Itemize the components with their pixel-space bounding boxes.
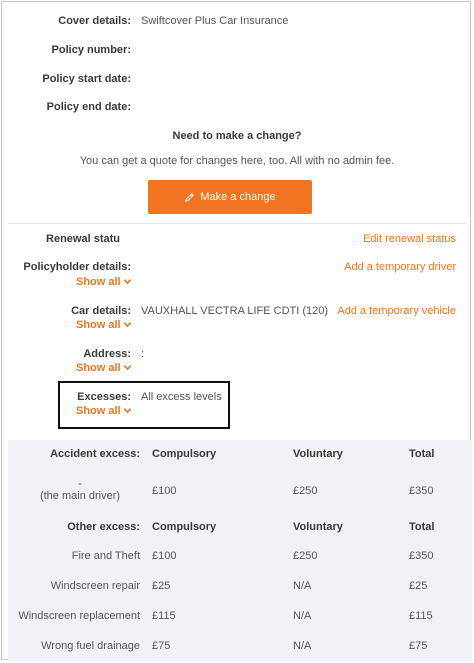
policy-end-date-label: Policy end date: (46, 101, 131, 113)
show-all-label: Show all (76, 276, 121, 288)
table-row-label: Windscreen replacement (18, 610, 140, 622)
accident-compulsory-header: Compulsory (152, 448, 217, 460)
car-details-label: Car details: (71, 305, 131, 317)
table-row-voluntary: N/A (293, 640, 312, 652)
show-all-label: Show all (76, 405, 121, 417)
accident-row-label (20, 478, 140, 502)
cover-details-label: Cover details: (58, 15, 131, 27)
other-compulsory-header: Compulsory (152, 521, 217, 533)
table-row-voluntary: £250 (293, 550, 318, 562)
edit-renewal-status-link[interactable]: Edit renewal status (363, 233, 456, 245)
excesses-value: All excess levels (141, 391, 222, 403)
car-show-all-link[interactable] (76, 319, 132, 331)
accident-voluntary-header: Voluntary (293, 448, 343, 460)
table-row-voluntary: N/A (293, 610, 312, 622)
accident-compulsory-value: £100 (152, 485, 177, 497)
section-divider (8, 223, 466, 224)
renewal-status-label: Renewal statu (46, 233, 120, 245)
accident-row-label-line2: (the main driver) (39, 490, 121, 502)
add-temporary-vehicle-link[interactable]: Add a temporary vehicle (337, 305, 456, 317)
change-subtext: You can get a quote for changes here, too. All with no admin fee. (79, 155, 395, 167)
address-value: : (141, 348, 145, 360)
chevron-down-icon (123, 406, 132, 415)
table-row-label: Wrong fuel drainage (41, 640, 140, 652)
table-row-label: Fire and Theft (71, 550, 140, 562)
table-row-compulsory: £115 (152, 610, 176, 622)
accident-row-label-line1: - (78, 478, 82, 490)
other-voluntary-header: Voluntary (293, 521, 343, 533)
cover-details-value: Swiftcover Plus Car Insurance (141, 15, 289, 27)
table-row-compulsory: £25 (152, 580, 171, 592)
make-a-change-button[interactable] (148, 180, 312, 214)
car-details-value: VAUXHALL VECTRA LIFE CDTI (120) (141, 305, 329, 317)
excesses-label: Excesses: (77, 391, 131, 403)
change-heading: Need to make a change? (172, 130, 302, 142)
policy-number-label: Policy number: (51, 44, 131, 56)
pencil-icon (184, 192, 195, 203)
policyholder-details-label: Policyholder details: (23, 261, 131, 273)
add-temporary-driver-link[interactable]: Add a temporary driver (344, 261, 456, 273)
excesses-show-all-link[interactable] (76, 405, 132, 417)
accident-total-value: £350 (409, 485, 434, 497)
table-row-voluntary: N/A (293, 580, 312, 592)
other-total-header: Total (409, 521, 435, 533)
address-label: Address: (83, 348, 131, 360)
make-a-change-label: Make a change (200, 191, 276, 203)
show-all-label: Show all (76, 319, 121, 331)
table-row-total: £115 (409, 610, 433, 622)
other-excess-header: Other excess: (67, 521, 140, 533)
accident-total-header: Total (409, 448, 435, 460)
table-row-label: Windscreen repair (50, 580, 140, 592)
table-row-total: £75 (409, 640, 428, 652)
table-row-total: £25 (409, 580, 428, 592)
accident-excess-header: Accident excess: (50, 448, 140, 460)
chevron-down-icon (123, 277, 132, 286)
policyholder-show-all-link[interactable] (76, 276, 132, 288)
show-all-label: Show all (76, 362, 121, 374)
chevron-down-icon (123, 320, 132, 329)
policy-start-date-label: Policy start date: (42, 73, 131, 85)
table-row-compulsory: £100 (152, 550, 177, 562)
address-show-all-link[interactable] (76, 362, 132, 374)
table-row-compulsory: £75 (152, 640, 171, 652)
table-row-total: £350 (409, 550, 434, 562)
accident-voluntary-value: £250 (293, 485, 318, 497)
chevron-down-icon (123, 363, 132, 372)
